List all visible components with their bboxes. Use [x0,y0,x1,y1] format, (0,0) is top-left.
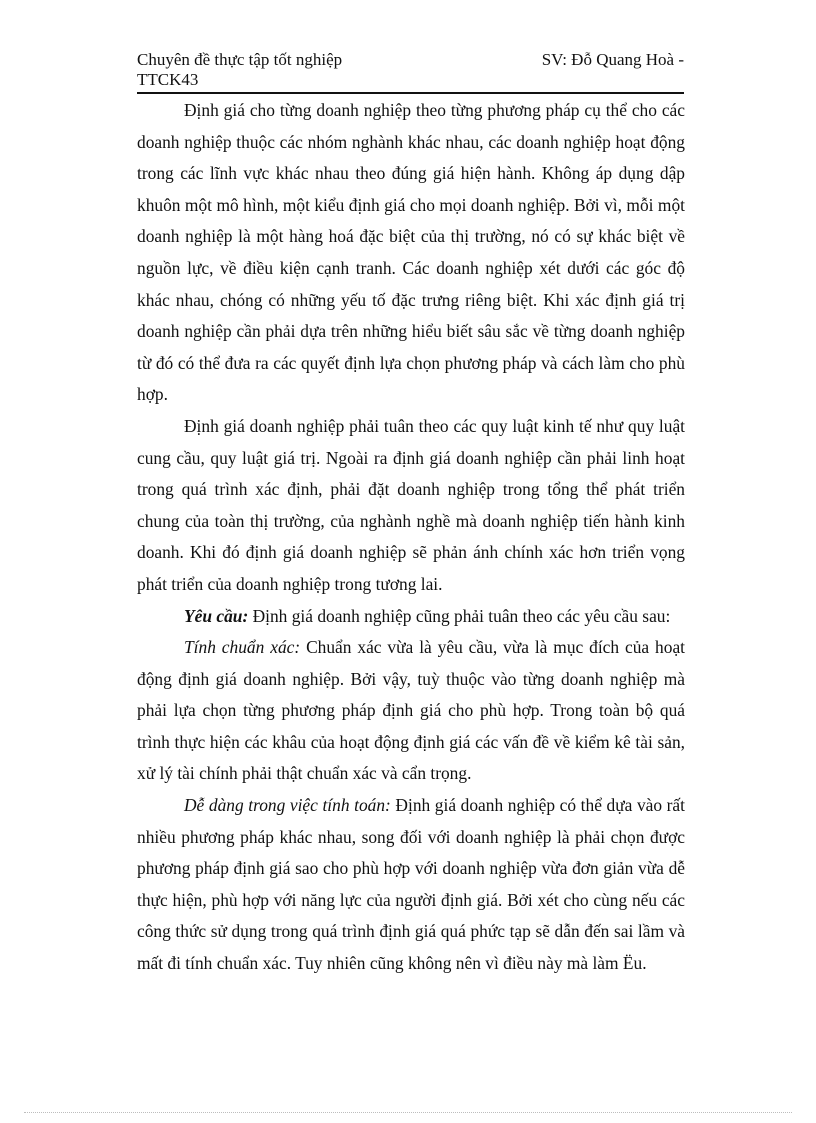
paragraph-accuracy [137,632,685,790]
ease-label: Dễ dàng trong việc tính toán: [184,795,391,816]
header-class: TTCK43 [137,70,199,89]
page-header [137,50,684,90]
header-divider [137,92,684,94]
header-row [137,50,684,70]
footer-divider [24,1112,792,1113]
paragraph-1: Định giá cho từng doanh nghiệp theo từng phương pháp cụ thể cho các doanh nghiệp thuộc các nhóm nghành khác nhau, các doanh nghiệp hoạt động trong các lĩnh vực khác nhau theo đúng giá hiện hành. Không áp dụng dập khuôn một mô hình, một kiểu định giá cho mọi doanh nghiệp. Bởi vì, mỗi một doanh nghiệp là một hàng hoá đặc biệt của thị trường, nó có sự khác biệt về nguồn lực, về điều kiện cạnh tranh. Các doanh nghiệp xét dưới các góc độ khác nhau, chóng có những yếu tố đặc trưng riêng biệt. Khi xác định giá trị doanh nghiệp cần phải dựa trên những hiểu biết sâu sắc về từng doanh nghiệp từ đó có thể đưa ra các quyết định lựa chọn phương pháp và cách làm cho phù hợp. [137,100,685,405]
document-body [137,95,685,980]
ease-text: Định giá doanh nghiệp có thể dựa vào rất nhiều phương pháp khác nhau, song đối với doanh nghiệp là phải chọn được phương pháp định giá sao cho phù hợp với doanh nghiệp vừa đơn giản vừa dễ thực hiện, phù hợp với năng lực của người định giá. Bởi xét cho cùng nếu các công thức sử dụng trong quá trình định giá quá phức tạp sẽ dẫn đến sai lầm và mất đi tính chuẩn xác. Tuy nhiên cũng không nên vì điều này mà làm Ëu. [137,795,685,974]
paragraph-ease [137,790,685,980]
requirements-text: Định giá doanh nghiệp cũng phải tuân theo các yêu cầu sau: [248,605,671,626]
accuracy-text: Chuẩn xác vừa là yêu cầu, vừa là mục đích của hoạt động định giá doanh nghiệp. Bởi vậy, tuỳ thuộc vào từng doanh nghiệp mà phải lựa chọn từng phương pháp định giá cho phù hợp. Trong toàn bộ quá trình thực hiện các khâu của hoạt động định giá các vấn đề về kiểm kê tài sản, xử lý tài chính phải thật chuẩn xác và cẩn trọng. [137,637,685,784]
accuracy-label: Tính chuẩn xác: [184,637,301,658]
paragraph-requirements [137,601,685,633]
requirements-label: Yêu cầu: [184,605,249,626]
header-author: SV: Đỗ Quang Hoà - [541,50,684,69]
header-title: Chuyên đề thực tập tốt nghiệp [137,50,343,69]
paragraph-2: Định giá doanh nghiệp phải tuân theo các quy luật kinh tế như quy luật cung cầu, quy luật giá trị. Ngoài ra định giá doanh nghiệp cần phải linh hoạt trong quá trình xác định, phải đặt doanh nghiệp trong tổng thể phát triển chung của toàn thị trường, của nghành nghề mà doanh nghiệp tiến hành kinh doanh. Khi đó định giá doanh nghiệp sẽ phản ánh chính xác hơn triển vọng phát triển của doanh nghiệp trong tương lai. [137,415,685,594]
